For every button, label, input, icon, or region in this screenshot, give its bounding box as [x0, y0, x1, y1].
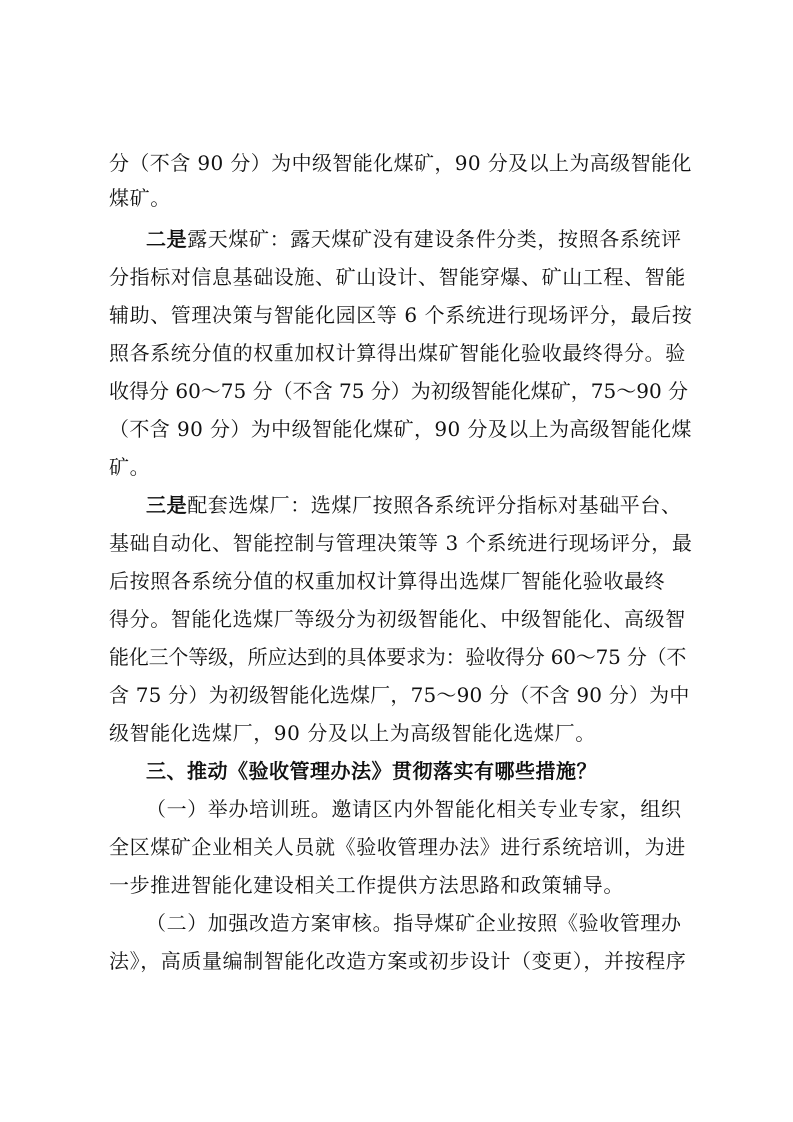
- line-text: 露天煤矿：露天煤矿没有建设条件分类，按照各系统评: [187, 227, 682, 251]
- text-line: 矿。: [109, 455, 151, 479]
- text-line: 煤矿。: [109, 186, 171, 210]
- text-line: 全区煤矿企业相关人员就《验收管理办法》进行系统培训，为进: [109, 835, 686, 859]
- line-text: 配套选煤厂：选煤厂按照各系统评分指标对基础平台、: [187, 493, 682, 517]
- text-line: 照各系统分值的权重加权计算得出煤矿智能化验收最终得分。验: [109, 341, 686, 365]
- text-line: 辅助、管理决策与智能化园区等 6 个系统进行现场评分，最后按: [109, 303, 693, 327]
- paragraph-lead: 三是: [146, 493, 188, 517]
- text-line: 含 75 分）为初级智能化选煤厂，75～90 分（不含 90 分）为中: [109, 683, 690, 707]
- text-line: 级智能化选煤厂，90 分及以上为高级智能化选煤厂。: [109, 721, 596, 745]
- text-line: （一）举办培训班。邀请区内外智能化相关专业专家，组织: [146, 797, 682, 821]
- text-line: （二）加强改造方案审核。指导煤矿企业按照《验收管理办: [146, 911, 682, 935]
- section-heading: 三、推动《验收管理办法》贯彻落实有哪些措施？: [146, 759, 597, 783]
- text-line: [146, 226, 691, 252]
- text-line: 一步推进智能化建设相关工作提供方法思路和政策辅导。: [109, 873, 624, 897]
- text-line: （不含 90 分）为中级智能化煤矿，90 分及以上为高级智能化煤: [109, 417, 692, 441]
- text-line: 收得分 60～75 分（不含 75 分）为初级智能化煤矿，75～90 分: [109, 379, 689, 403]
- text-line: 后按照各系统分值的权重加权计算得出选煤厂智能化验收最终: [109, 569, 666, 593]
- text-line: 能化三个等级，所应达到的具体要求为：验收得分 60～75 分（不: [109, 645, 687, 669]
- text-line: 基础自动化、智能控制与管理决策等 3 个系统进行现场评分，最: [109, 531, 693, 555]
- paragraph-lead: 二是: [146, 227, 188, 251]
- text-line: 分（不含 90 分）为中级智能化煤矿，90 分及以上为高级智能化: [109, 151, 692, 175]
- text-line: 法》，高质量编制智能化改造方案或初步设计（变更），并按程序: [109, 949, 687, 973]
- text-line: 得分。智能化选煤厂等级分为初级智能化、中级智能化、高级智: [109, 607, 686, 631]
- text-line: 分指标对信息基础设施、矿山设计、智能穿爆、矿山工程、智能: [109, 265, 686, 289]
- text-line: [146, 492, 691, 518]
